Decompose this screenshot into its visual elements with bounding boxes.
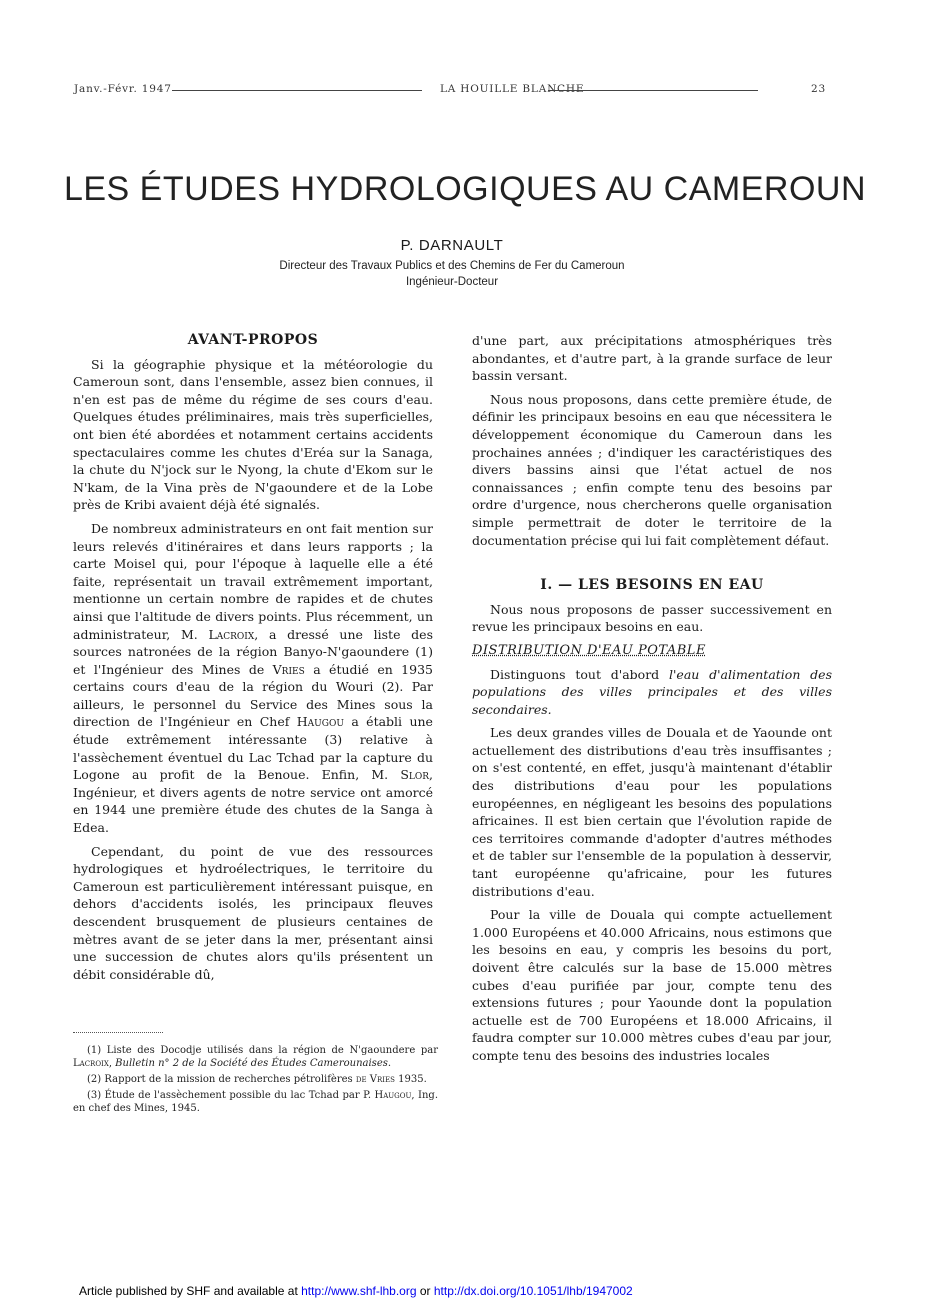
shf-link[interactable]: http://www.shf-lhb.org bbox=[301, 1284, 417, 1298]
author-name: P. DARNAULT bbox=[400, 237, 504, 254]
paragraph: Nous nous proposons, dans cette première étude, de définir les principaux besoins en eau que nécessitera le développement économique du Cameroun dans les prochaines années ; d'indiquer les caractéristiques des divers bassins ainsi que l'état actuel de nos connaissances ; enfin compte tenu des besoins par ordre d'urgence, nous chercherons quelle organisation simple permettrait de doter le territoire de la documentation précise qui lui fait complètement défaut. bbox=[472, 391, 832, 548]
right-column bbox=[472, 332, 832, 1071]
paragraph: Nous nous proposons de passer successivement en revue les principaux besoins en eau. bbox=[472, 601, 832, 635]
header-rule-left bbox=[172, 90, 422, 91]
doi-link[interactable]: http://dx.doi.org/10.1051/lhb/1947002 bbox=[433, 1284, 633, 1298]
person-name: Lacroix bbox=[208, 626, 255, 642]
person-name: Slor bbox=[400, 767, 430, 783]
person-name: Vries bbox=[272, 661, 305, 677]
paragraph: Si la géographie physique et la météorologie du Cameroun sont, dans l'ensemble, assez bien connues, il n'en est pas de même du régime de ses cours d'eau. Quelques études préliminaires, mais très superficielles, ont bien été abordées et notamment certains accidents spectaculaires comme les chutes d'Eréa sur la Sanaga, la chute du N'jock sur le Nyong, la chute d'Ekom sur le N'kam, de la Vina près de N'gaoundere et de la Lobe près de Kribi avaient déjà été signalés. bbox=[73, 356, 433, 513]
paragraph: d'une part, aux précipitations atmosphériques très abondantes, et d'autre part, à la grande surface de leur bassin versant. bbox=[472, 333, 832, 384]
header-date: Janv.-Févr. 1947 bbox=[74, 83, 172, 95]
journal-name: LA HOUILLE BLANCHE bbox=[440, 83, 585, 95]
section-heading-besoins-en-eau: I. — LES BESOINS EN EAU bbox=[540, 577, 764, 594]
subheading-distribution-eau-potable: DISTRIBUTION D'EAU POTABLE bbox=[472, 642, 706, 658]
paragraph: Cependant, du point de vue des ressources hydrologiques et hydroélectriques, le territoire du Cameroun est particulièrement intéressant puisque, en dehors d'accidents isolés, les principaux fleuves descendent brusquement de plusieurs centaines de mètres avant de se jeter dans la mer, présentant ainsi une succession de chutes alors qu'ils présentent un débit considérable dû, bbox=[73, 843, 433, 982]
author-affiliation: Directeur des Travaux Publics et des Chemins de Fer du Cameroun bbox=[279, 260, 625, 272]
paragraph: Les deux grandes villes de Douala et de Yaounde ont actuellement des distributions d'eau très insuffisantes ; on s'est contenté, en effet, jusqu'à maintenant d'établir des distributions d'eau pour les populations européennes, en négligeant les besoins des populations africaines. Il est bien certain que l'évolution rapide de ces territoires commande d'adopter d'autres méthodes et de tabler sur l'ensemble de la population à desservir, tant européenne qu'africaine, pour les futures distributions d'eau. bbox=[472, 725, 832, 899]
author-title: Ingénieur-Docteur bbox=[405, 276, 499, 288]
footnote-3: (3) Étude de l'assèchement possible du lac Tchad par P. Haugou, Ing. en chef des Mines, 1945. bbox=[73, 1090, 439, 1114]
left-column bbox=[73, 332, 433, 989]
running-header bbox=[74, 83, 826, 97]
article-title: LES ÉTUDES HYDROLOGIQUES AU CAMEROUN bbox=[63, 170, 867, 208]
section-heading-avant-propos: AVANT-PROPOS bbox=[187, 332, 319, 348]
footnote-separator bbox=[73, 1032, 163, 1033]
paragraph: De nombreux administrateurs en ont fait mention sur leurs relevés d'itinéraires et dans leurs rapports ; la carte Moisel qui, pour l'époque à laquelle elle a été faite, représentait un travail extrêmement important, mentionne un certain nombre de rapides et de chutes ainsi que l'altitude de divers points. Plus récemment, un administrateur, M. Lacroix, a dressé une liste des sources natronées de la région Banyo-N'gaoundere (1) et l'Ingénieur des Mines de Vries a étudié en 1935 certains cours d'eau de la région du Wouri (2). Par ailleurs, le personnel du Service des Mines sous la direction de l'Ingénieur en Chef Haugou a établi une étude extrêmement intéressante (3) relative à l'assèchement éventuel du Lac Tchad par la capture du Logone au profit de la Benoue. Enfin, M. Slor, Ingénieur, et divers agents de notre service ont amorcé en 1944 une première étude des chutes de la Sanga à Edea. bbox=[73, 520, 433, 836]
footnote-1: (1) Liste des Docodje utilisés dans la région de N'gaoundere par Lacroix, Bulletin n° 2 de la Société des Études Camerounaises. bbox=[73, 1045, 438, 1069]
publication-footer: Article published by SHF and available at http://www.shf-lhb.org or http://dx.doi.org/10.1051/lhb/1947002 bbox=[79, 1284, 633, 1298]
person-name: Haugou bbox=[296, 714, 344, 730]
footnotes bbox=[73, 1044, 438, 1118]
paragraph: Pour la ville de Douala qui compte actuellement 1.000 Européens et 40.000 Africains, nous estimons que les besoins en eau, y compris les besoins du port, doivent être calculés sur la base de 15.000 mètres cubes d'eau purifiée par jour, compte tenu des extensions futures ; pour Yaounde dont la population actuelle est de 700 Européens et 18.000 Africains, il faudra compter sur 10.000 mètres cubes d'eau par jour, compte tenu des besoins des industries locales bbox=[472, 907, 832, 1063]
header-rule-right bbox=[548, 90, 758, 91]
footnote-2: (2) Rapport de la mission de recherches pétrolifères de Vries 1935. bbox=[87, 1074, 427, 1085]
paragraph: Distinguons tout d'abord l'eau d'alimentation des populations des villes principales et des villes secondaires. bbox=[472, 666, 832, 717]
page-number: 23 bbox=[811, 83, 826, 95]
